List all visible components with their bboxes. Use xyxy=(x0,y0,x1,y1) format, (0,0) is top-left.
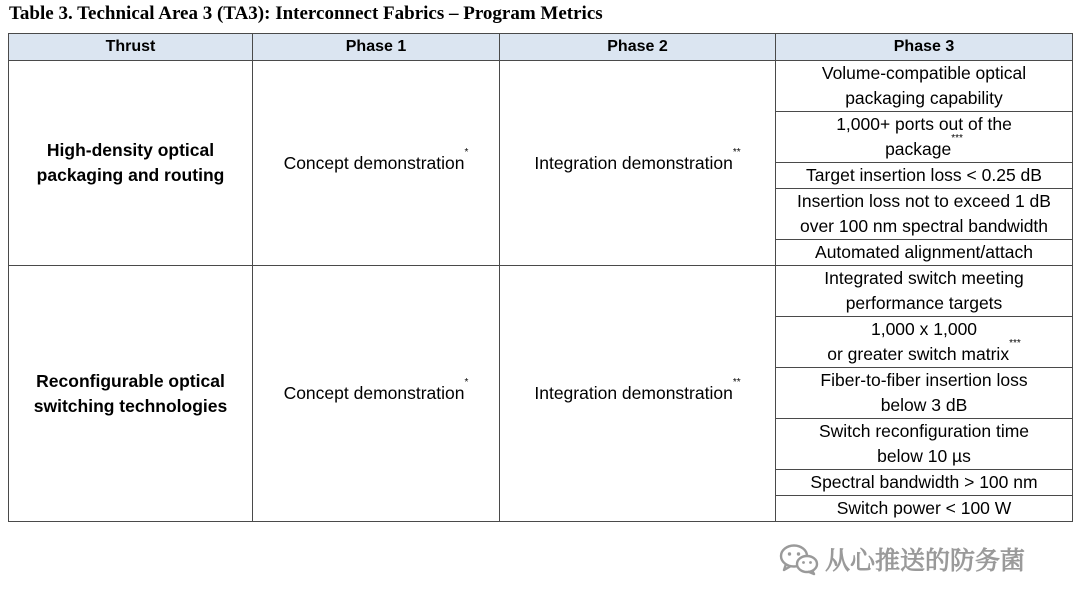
phase-3-metric xyxy=(776,496,1073,522)
table-caption: Table 3. Technical Area 3 (TA3): Interconnect Fabrics – Program Metrics xyxy=(9,3,603,24)
metric-line: performance targets xyxy=(845,293,1003,313)
metric-line: below 10 µs xyxy=(877,446,971,466)
metric-line: or greater switch matrix xyxy=(827,344,1010,364)
phase-3-metric xyxy=(776,163,1073,189)
thrust-cell xyxy=(9,266,253,522)
header-thrust: Thrust xyxy=(9,34,253,61)
phase-2-text: Integration demonstration xyxy=(534,152,733,173)
thrust-label-line: packaging and routing xyxy=(36,165,225,185)
metric-line: Volume-compatible optical xyxy=(821,63,1027,83)
metric-line: Fiber-to-fiber insertion loss xyxy=(820,370,1028,390)
metric-line: Switch reconfiguration time xyxy=(818,421,1030,441)
metric-line: package xyxy=(885,139,952,159)
phase-3-metric xyxy=(776,470,1073,496)
program-metrics-table xyxy=(8,33,1073,522)
metric-line: over 100 nm spectral bandwidth xyxy=(799,216,1049,236)
phase-1-cell xyxy=(253,61,500,266)
metric-line: Target insertion loss < 0.25 dB xyxy=(806,165,1042,185)
footnote-marker: * xyxy=(464,146,469,158)
wechat-icon xyxy=(779,542,819,576)
phase-2-text: Integration demonstration xyxy=(534,383,733,403)
metric-line: Switch power < 100 W xyxy=(836,498,1012,518)
metric-line: 1,000+ ports out of the xyxy=(836,114,1012,134)
phase-3-metric xyxy=(776,317,1073,368)
phase-2-cell xyxy=(500,61,776,266)
header-row xyxy=(9,34,1073,61)
metric-line: Spectral bandwidth > 100 nm xyxy=(810,472,1038,492)
phase-3-metric xyxy=(776,368,1073,419)
phase-1-text: Concept demonstration xyxy=(283,383,465,403)
metric-line: Insertion loss not to exceed 1 dB xyxy=(797,191,1051,211)
phase-3-metric xyxy=(776,61,1073,112)
metric-line: Integrated switch meeting xyxy=(824,268,1024,288)
phase-2-cell xyxy=(500,266,776,522)
footnote-marker: ** xyxy=(732,377,741,388)
footnote-marker: ** xyxy=(732,146,741,158)
phase-1-cell xyxy=(253,266,500,522)
header-phase-1: Phase 1 xyxy=(253,34,500,61)
footnote-marker: *** xyxy=(1009,338,1021,349)
watermark xyxy=(779,541,1025,577)
header-phase-2: Phase 2 xyxy=(500,34,776,61)
metric-line: below 3 dB xyxy=(880,395,968,415)
metric-line: 1,000 x 1,000 xyxy=(870,319,978,339)
table-row xyxy=(9,266,1073,317)
watermark-text: 从心推送的防务菌 xyxy=(825,546,1026,575)
footnote-marker: *** xyxy=(951,133,963,144)
phase-3-metric xyxy=(776,266,1073,317)
footnote-marker: * xyxy=(464,377,469,388)
table-row xyxy=(9,61,1073,112)
thrust-label-line: High-density optical xyxy=(46,140,215,160)
thrust-label-line: switching technologies xyxy=(33,395,228,416)
header-phase-3: Phase 3 xyxy=(776,34,1073,61)
phase-3-metric xyxy=(776,419,1073,470)
metric-line: Automated alignment/attach xyxy=(815,242,1033,262)
phase-3-metric xyxy=(776,189,1073,240)
thrust-cell xyxy=(9,61,253,266)
phase-3-metric xyxy=(776,112,1073,163)
phase-3-metric xyxy=(776,240,1073,266)
thrust-label-line: Reconfigurable optical xyxy=(36,370,225,391)
metric-line: packaging capability xyxy=(845,88,1003,108)
phase-1-text: Concept demonstration xyxy=(283,152,465,173)
